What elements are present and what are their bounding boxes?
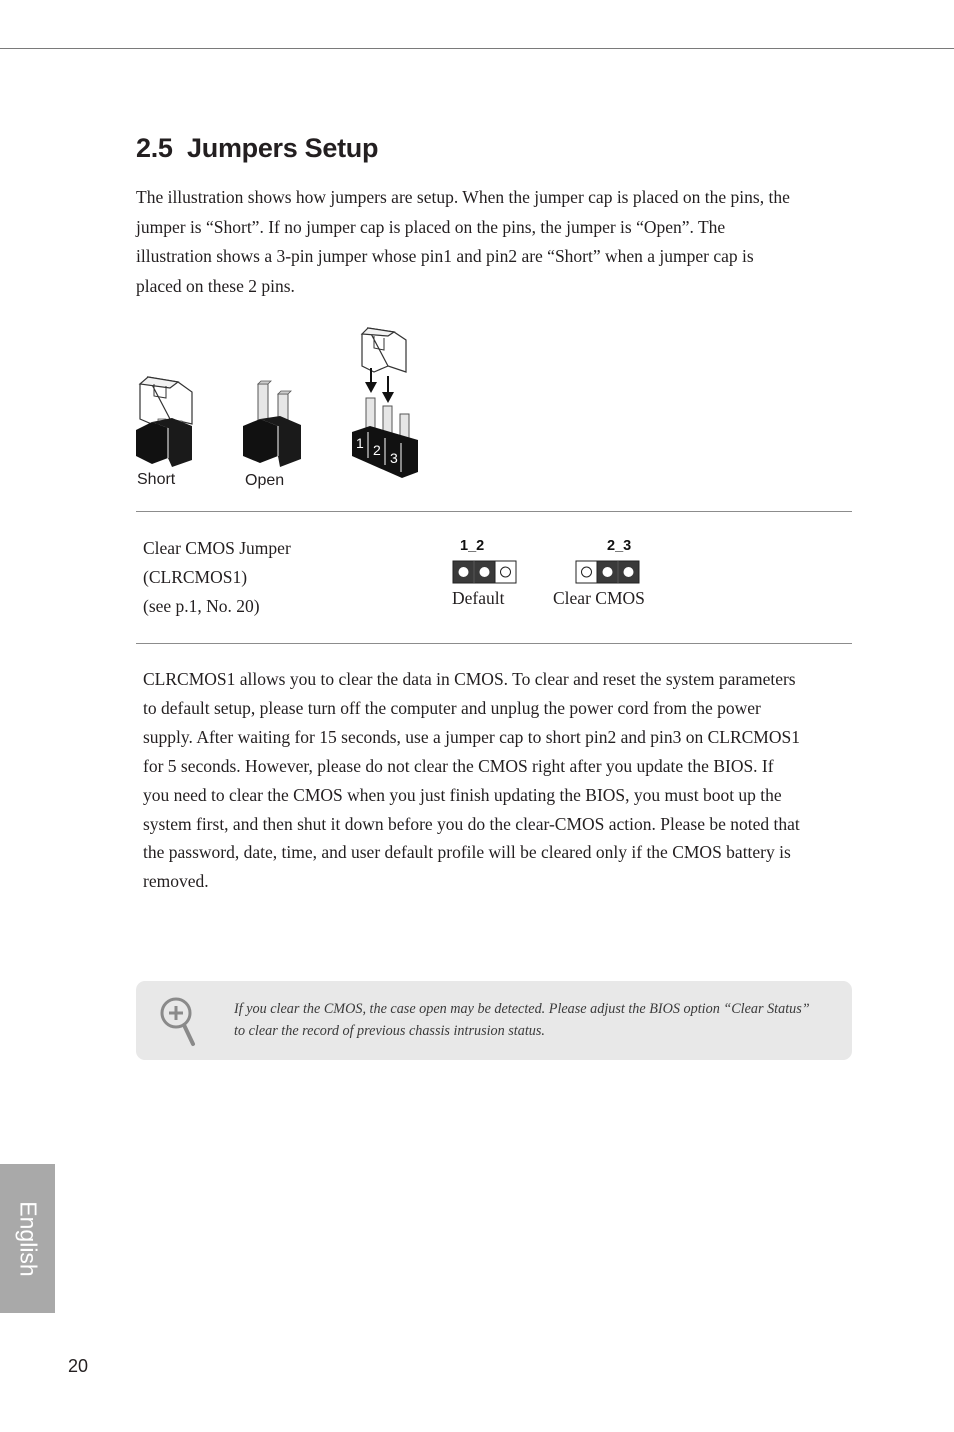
open-label: Open xyxy=(245,472,285,489)
jumper-info xyxy=(143,534,291,621)
note-box xyxy=(136,981,852,1060)
pins-label: 2_3 xyxy=(607,538,632,554)
pin-header-2-3 xyxy=(575,560,641,586)
pin-header-1-2 xyxy=(452,560,518,586)
intro-paragraph: The illustration shows how jumpers are setup. When the jumper cap is placed on the pins, the jumper is “Short”. If no jumper cap is placed on the pins, the jumper is “Open”. The illustration shows a 3-pin jumper whose pin1 and pin2 are “Short” when a jumper cap is placed on these 2 pins. xyxy=(136,187,790,296)
language-tab xyxy=(0,1164,55,1313)
section-title: 2.5 Jumpers Setup xyxy=(136,133,379,163)
pins-label: 1_2 xyxy=(460,538,485,554)
body-paragraph: CLRCMOS1 allows you to clear the data in CMOS. To clear and reset the system parameters to default setup, please turn off the computer and unplug the power cord from the power supply. After waiting for 15 seconds, use a jumper cap to short pin2 and pin3 on CLRCMOS1 for 5 seconds. However, please do not clear the CMOS right after you update the BIOS. If you need to clear the CMOS when you just finish updating the BIOS, you must boot up the system first, and then shut it down before you do the clear-CMOS action. Please be noted that the password, date, time, and user default profile will be cleared only if the CMOS battery is removed. xyxy=(143,669,800,892)
setting-caption-default: Default xyxy=(452,588,505,608)
table-top-rule xyxy=(136,511,852,512)
open-jumper-drawing xyxy=(243,381,301,467)
jumper-reference: (see p.1, No. 20) xyxy=(143,596,260,616)
magnifier-plus-icon xyxy=(158,995,198,1047)
note-text: If you clear the CMOS, the case open may be detected. Please adjust the BIOS option “Clear Status” to clear the record of previous chassis intrusion status. xyxy=(234,1001,810,1039)
pin-number-3: 3 xyxy=(390,450,398,466)
pin-number-2: 2 xyxy=(373,442,381,458)
jumper-illustration xyxy=(130,322,430,487)
jumper-name: Clear CMOS Jumper xyxy=(143,538,291,558)
setting-caption-clear-cmos: Clear CMOS xyxy=(553,588,645,608)
pin-number-1: 1 xyxy=(356,435,364,451)
short-label: Short xyxy=(137,471,176,488)
jumper-code: (CLRCMOS1) xyxy=(143,567,248,587)
short-jumper-drawing xyxy=(136,377,192,467)
language-label: English xyxy=(15,1200,41,1277)
three-pin-jumper-drawing xyxy=(352,328,418,478)
page-number: 20 xyxy=(68,1356,89,1376)
table-bottom-rule xyxy=(136,643,852,644)
header-rule xyxy=(0,48,954,49)
jumper-drawing xyxy=(130,322,430,482)
